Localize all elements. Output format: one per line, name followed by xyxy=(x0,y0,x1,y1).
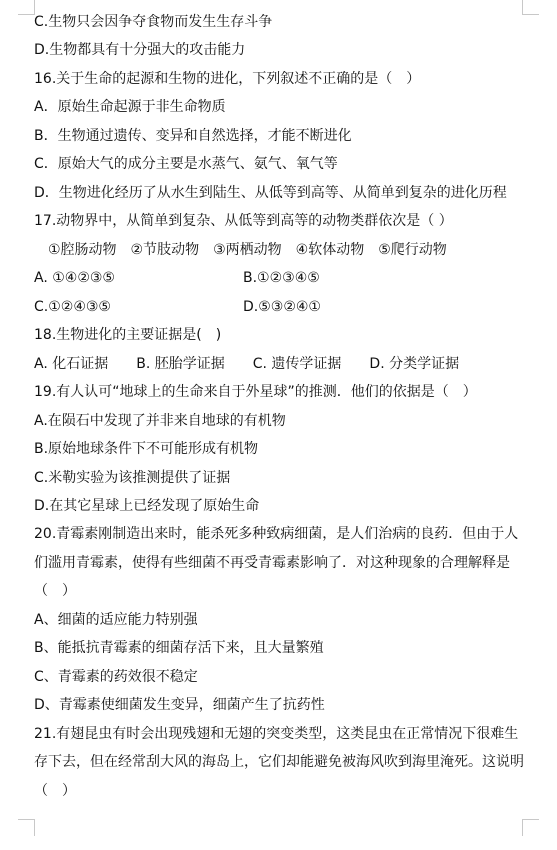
q19-option-a: A.在陨石中发现了并非来自地球的有机物 xyxy=(34,413,286,429)
q18-stem: 18.生物进化的主要证据是( ) xyxy=(34,327,222,343)
q21-stem-line-2: 存下去，但在经常刮大风的海岛上，它们却能避免被海风吹到海里淹死。这说明 xyxy=(34,754,524,770)
q17-option-b: B.①②③④⑤ xyxy=(243,270,320,286)
crop-mark-bottom-right xyxy=(522,819,539,836)
q17-option-a: A. ①④②③⑤ xyxy=(34,270,115,286)
q19-option-b: B.原始地球条件下不可能形成有机物 xyxy=(34,441,259,457)
q19-stem: 19.有人认可“地球上的生命来自于外星球”的推测．他们的依据是（ ） xyxy=(34,384,477,400)
q16-option-a: A．原始生命起源于非生命物质 xyxy=(34,99,226,115)
q17-stem: 17.动物界中，从简单到复杂、从低等到高等的动物类群依次是（ ） xyxy=(34,213,453,229)
q20-option-b: B、能抵抗青霉素的细菌存活下来，且大量繁殖 xyxy=(34,640,324,656)
q18-options: A. 化石证据 B. 胚胎学证据 C. 遗传学证据 D. 分类学证据 xyxy=(34,356,460,372)
q20-answer-blank: （ ） xyxy=(34,583,76,599)
q20-stem-line-1: 20.青霉素刚制造出来时，能杀死多种致病细菌，是人们治病的良药．但由于人 xyxy=(34,526,519,542)
q17-option-c: C.①②④③⑤ xyxy=(34,299,111,315)
q15-option-c: C.生物只会因争夺食物而发生生存斗争 xyxy=(34,14,273,30)
crop-mark-bottom-left xyxy=(18,819,35,836)
q20-option-a: A、细菌的适应能力特别强 xyxy=(34,612,198,628)
q16-option-b: B．生物通过遗传、变异和自然选择，才能不断进化 xyxy=(34,128,352,144)
q20-option-d: D、青霉素使细菌发生变异，细菌产生了抗药性 xyxy=(34,697,325,713)
q16-option-c: C．原始大气的成分主要是水蒸气、氨气、氧气等 xyxy=(34,156,338,172)
q15-option-d: D.生物都具有十分强大的攻击能力 xyxy=(34,42,246,58)
crop-mark-top-left xyxy=(18,0,35,15)
q16-option-d: D．生物进化经历了从水生到陆生、从低等到高等、从简单到复杂的进化历程 xyxy=(34,185,507,201)
q16-stem: 16.关于生命的起源和生物的进化，下列叙述不正确的是（ ） xyxy=(34,71,421,87)
q20-stem-line-2: 们滥用青霉素，使得有些细菌不再受青霉素影响了．对这种现象的合理解释是 xyxy=(34,555,510,571)
q19-option-c: C.米勒实验为该推测提供了证据 xyxy=(34,470,231,486)
crop-mark-top-right xyxy=(522,0,539,15)
q17-items: ①腔肠动物 ②节肢动物 ③两栖动物 ④软体动物 ⑤爬行动物 xyxy=(48,242,447,258)
q17-option-d: D.⑤③②④① xyxy=(243,299,321,315)
q21-stem-line-1: 21.有翅昆虫有时会出现残翅和无翅的突变类型，这类昆虫在正常情况下很难生 xyxy=(34,726,519,742)
q20-option-c: C、青霉素的药效很不稳定 xyxy=(34,669,198,685)
q19-option-d: D.在其它星球上已经发现了原始生命 xyxy=(34,498,260,514)
q21-answer-blank: （ ） xyxy=(34,783,76,799)
